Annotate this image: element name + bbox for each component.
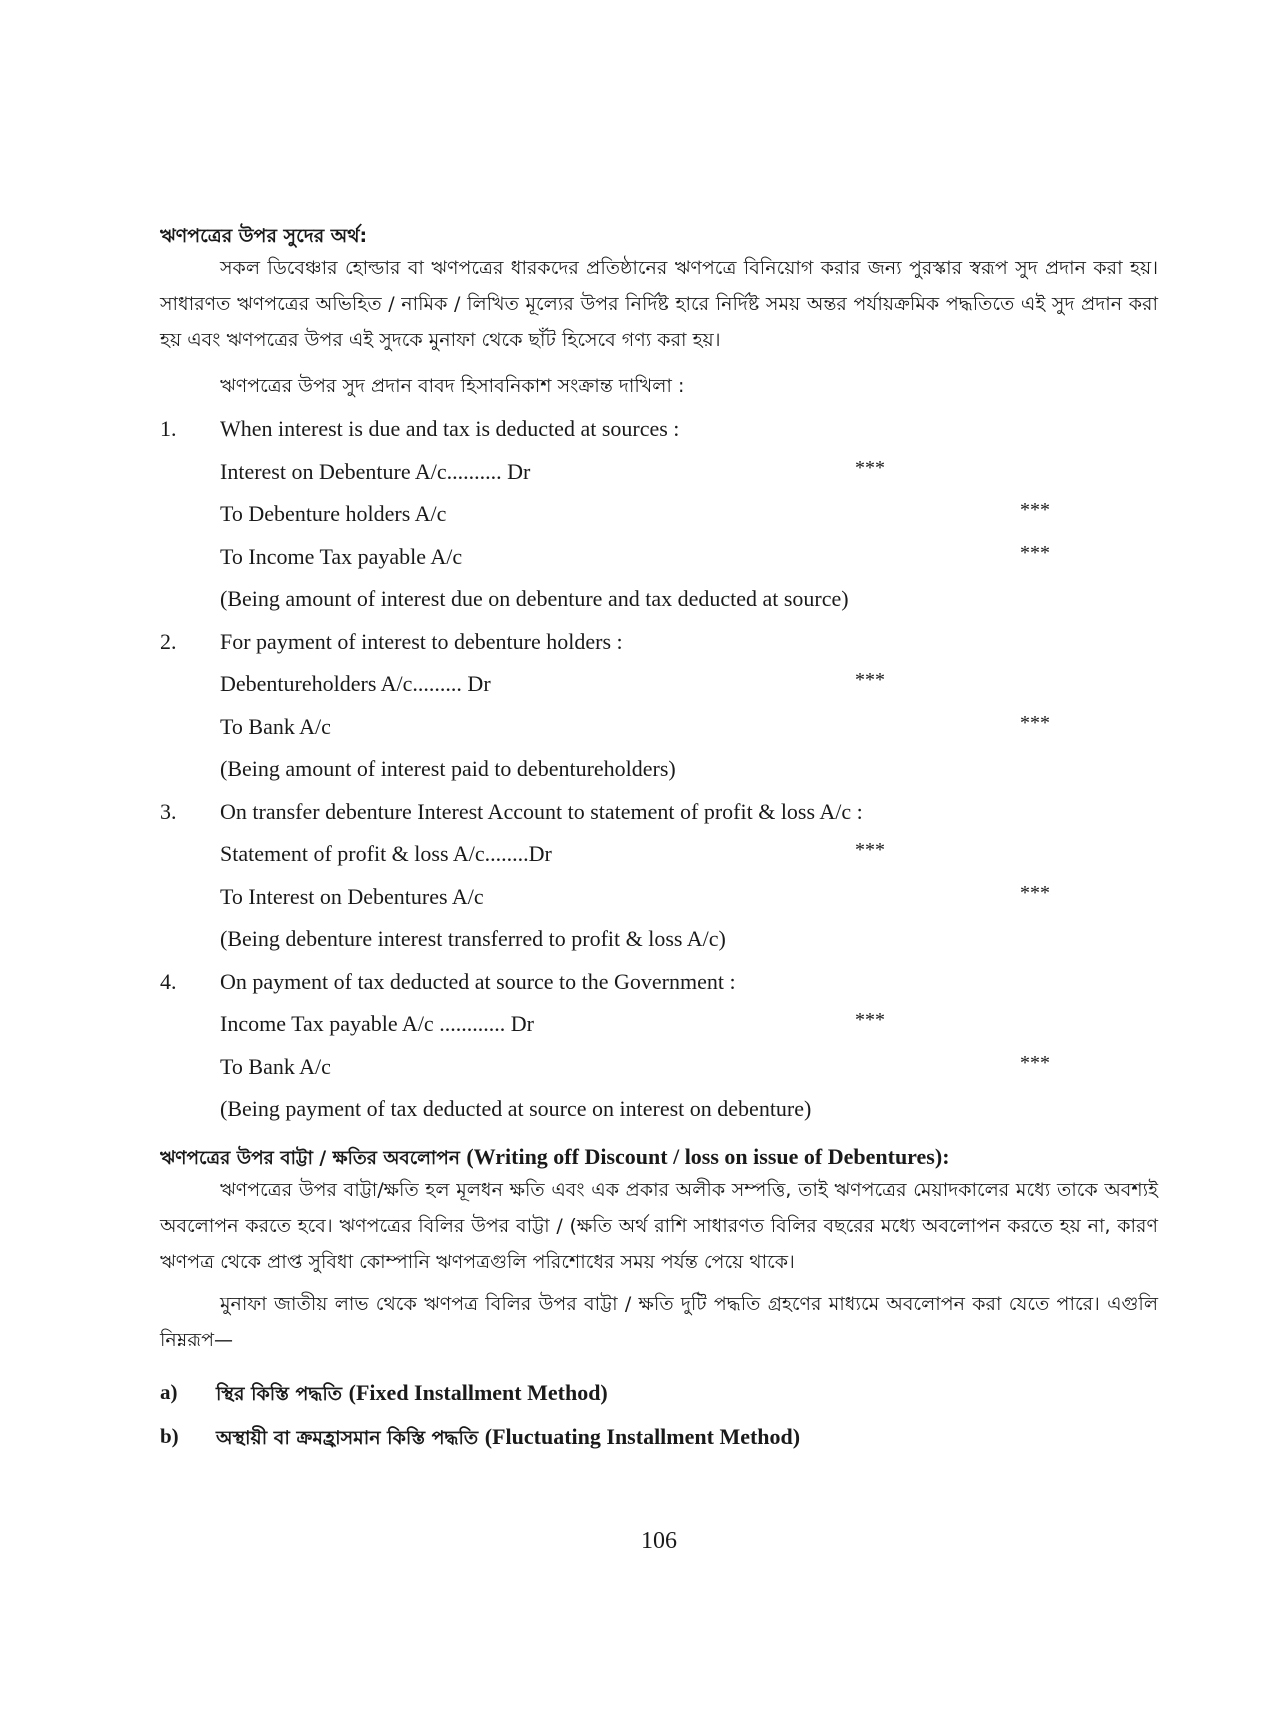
method-text [216,1424,800,1456]
document-page [160,0,1160,1710]
entry-number: 4. [160,968,177,994]
narration-line [160,582,1160,625]
section-heading-discount [160,1144,950,1175]
credit-amount: *** [1020,541,1050,564]
methods-list [160,1380,1160,1468]
entry-number: 3. [160,798,177,824]
entry-title: For payment of interest to debenture holders : [220,628,623,654]
method-item [160,1424,1160,1468]
credit-account: To Bank A/c [220,1053,331,1079]
debit-account: Debentureholders A/c......... Dr [220,671,491,696]
debit-line [160,1007,1160,1050]
debit-account: Interest on Debenture A/c.......... Dr [220,458,531,484]
narration-line [160,1092,1160,1135]
journal-entry [160,795,1160,965]
entry-number: 2. [160,628,177,654]
credit-account: To Bank A/c [220,713,331,739]
credit-amount: *** [1020,1051,1050,1074]
journal-entry [160,412,1160,625]
method-bengali: স্থির কিস্তি পদ্ধতি [216,1383,349,1405]
journal-entries [160,412,1160,1135]
method-label: b) [160,1424,179,1448]
narration: (Being amount of interest paid to debentureholders) [220,756,676,781]
credit-amount: *** [1020,711,1050,734]
narration-line [160,922,1160,965]
heading-bengali: ঋণপত্রের উপর বাট্টা / ক্ষতির অবলোপন [160,1148,467,1169]
credit-line [160,710,1160,753]
entry-title: On payment of tax deducted at source to the Government : [220,968,736,994]
paragraph-discount-writeoff: ঋণপত্রের উপর বাট্টা/ক্ষতি হল মূলধন ক্ষতি এবং এক প্রকার অলীক সম্পত্তি, তাই ঋণপত্রের মেয়াদকালের মধ্যে তাকে অবশ্যই অবলোপন করতে হবে। ঋণপত্রের বিলির উপর বাট্টা / (ক্ষতি অর্থ রাশি সাধারণত বিলির বছরের মধ্যে অবলোপন করতে হয় না, কারণ ঋণপত্র থেকে প্রাপ্ত সুবিধা কোম্পানি ঋণপত্রগুলি পরিশোধের সময় পর্যন্ত পেয়ে থাকে। [160,1179,1158,1273]
journal-entry [160,625,1160,795]
entry-title-line [160,965,1160,1008]
entry-title-line [160,625,1160,668]
debit-account: Income Tax payable A/c ............ Dr [220,1011,534,1036]
debit-line [160,455,1160,498]
narration-line [160,752,1160,795]
debit-amount: *** [855,839,885,861]
debit-account: Statement of profit & loss A/c........Dr [220,841,552,866]
debit-line [160,667,1160,710]
entry-title: When interest is due and tax is deducted at sources : [220,416,680,441]
entry-title: On transfer debenture Interest Account to statement of profit & loss A/c : [220,798,863,824]
debit-amount: *** [855,1009,885,1031]
method-text [216,1380,608,1412]
debit-line [160,837,1160,880]
credit-account: To Debenture holders A/c [220,501,447,526]
credit-line [160,540,1160,583]
method-english: (Fluctuating Installment Method) [484,1424,801,1449]
debit-amount: *** [855,669,885,691]
method-label: a) [160,1380,178,1404]
credit-account: To Interest on Debentures A/c [220,883,484,909]
credit-line [160,880,1160,923]
section-heading-interest: ঋণপত্রের উপর সুদের অর্থ: [160,225,368,247]
entry-number: 1. [160,416,177,441]
narration: (Being debenture interest transferred to profit & loss A/c) [220,926,726,951]
page-number: 106 [641,1528,677,1554]
credit-account: To Income Tax payable A/c [220,543,463,569]
credit-amount: *** [1020,499,1050,521]
credit-line [160,497,1160,540]
paragraph-interest-meaning: সকল ডিবেঞ্চার হোল্ডার বা ঋণপত্রের ধারকদের প্রতিষ্ঠানের ঋণপত্রে বিনিয়োগ করার জন্য পুরস্কার স্বরূপ সুদ প্রদান করা হয়। সাধারণত ঋণপত্রের অভিহিত / নামিক / লিখিত মূল্যের উপর নির্দিষ্ট হারে নির্দিষ্ট সময় অন্তর পর্যায়ক্রমিক পদ্ধতিতে এই সুদ প্রদান করা হয় এবং ঋণপত্রের উপর এই সুদকে মুনাফা থেকে ছাঁট হিসেবে গণ্য করা হয়। [160,257,1158,351]
heading-english: (Writing off Discount / loss on issue of Debentures): [466,1144,950,1169]
method-item [160,1380,1160,1424]
entry-title-line [160,795,1160,838]
credit-line [160,1050,1160,1093]
debit-amount: *** [855,456,885,479]
narration: (Being payment of tax deducted at source on interest on debenture) [220,1096,812,1121]
credit-amount: *** [1020,881,1050,904]
method-bengali: অস্থায়ী বা ক্রমহ্রাসমান কিস্তি পদ্ধতি [216,1427,485,1449]
journal-entry [160,965,1160,1135]
method-english: (Fixed Installment Method) [348,1380,608,1405]
paragraph-methods-intro: মুনাফা জাতীয় লাভ থেকে ঋণপত্র বিলির উপর বাট্টা / ক্ষতি দুটি পদ্ধতি গ্রহণের মাধ্যমে অবলোপন করা যেতে পারে। এগুলি নিম্নরূপ— [160,1293,1158,1351]
entry-title-line [160,412,1160,455]
entries-intro: ঋণপত্রের উপর সুদ প্রদান বাবদ হিসাবনিকাশ সংক্রান্ত দাখিলা : [220,375,685,397]
narration: (Being amount of interest due on debenture and tax deducted at source) [220,586,849,611]
